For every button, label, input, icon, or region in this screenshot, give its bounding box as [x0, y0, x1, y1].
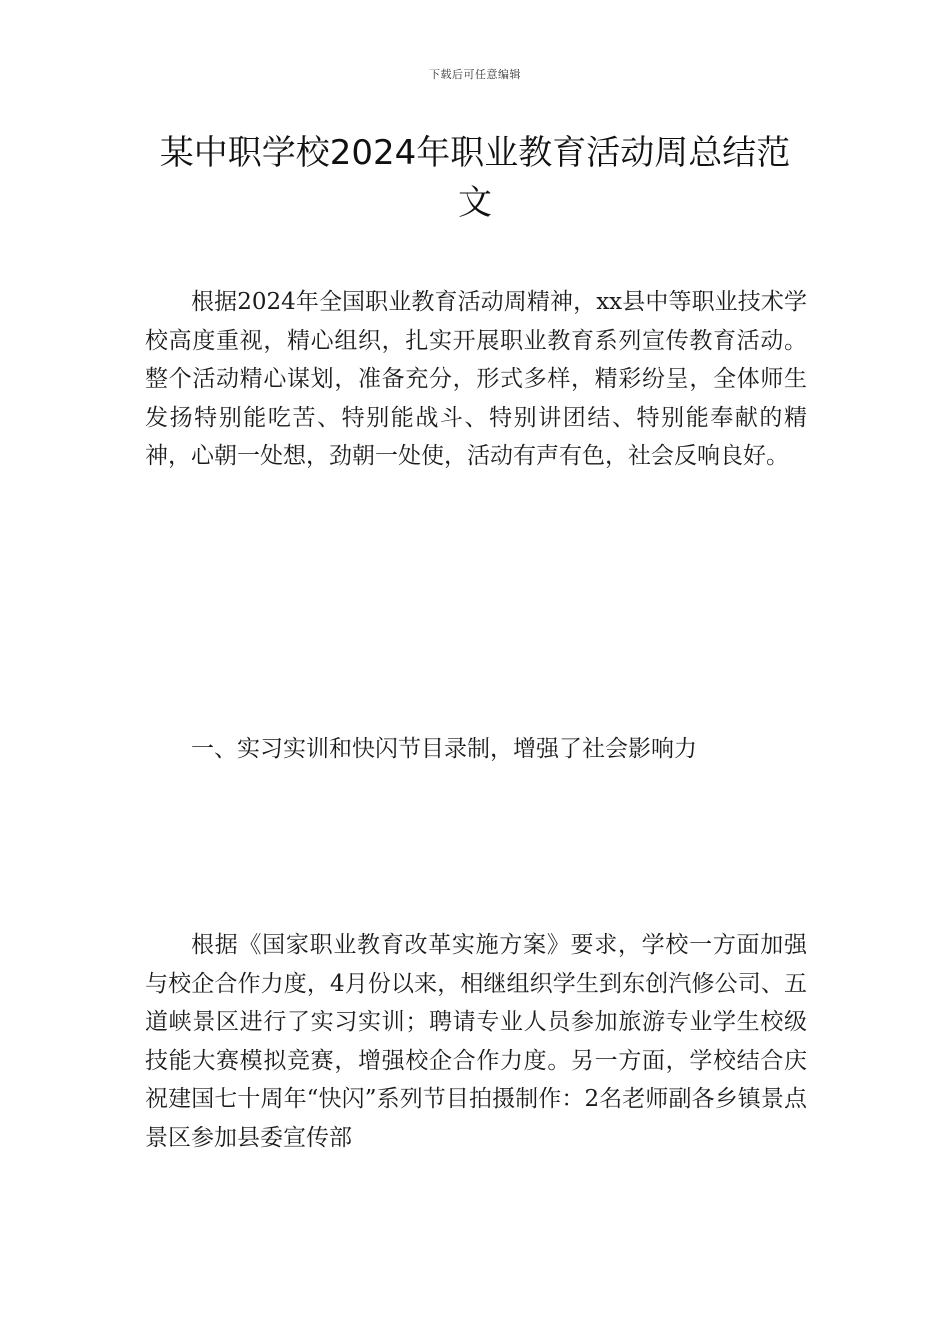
document-title: 某中职学校2024年职业教育活动周总结范文: [159, 133, 791, 223]
intro-paragraph: 根据2024年全国职业教育活动周精神，xx县中等职业技术学校高度重视，精心组织，扎实开展职业教育系列宣传教育活动。整个活动精心谋划，准备充分，形式多样，精彩纷呈，全体师生发扬特别能吃苦、特别能战斗、特别讲团结、特别能奉献的精神，心朝一处想，劲朝一处使，活动有声有色，社会反响良好。: [145, 289, 807, 469]
section-1-paragraph: 根据《国家职业教育改革实施方案》要求，学校一方面加强与校企合作力度，4月份以来，相继组织学生到东创汽修公司、五道峡景区进行了实习实训；聘请专业人员参加旅游专业学生校级技能大赛模拟竞赛，增强校企合作力度。另一方面，学校结合庆祝建国七十周年“快闪”系列节目拍摄制作：2名老师副各乡镇景点景区参加县委宣传部: [145, 932, 807, 1151]
header-note: 下载后可任意编辑: [429, 68, 521, 81]
section-heading-1: 一、实习实训和快闪节目录制，增强了社会影响力: [191, 736, 697, 762]
